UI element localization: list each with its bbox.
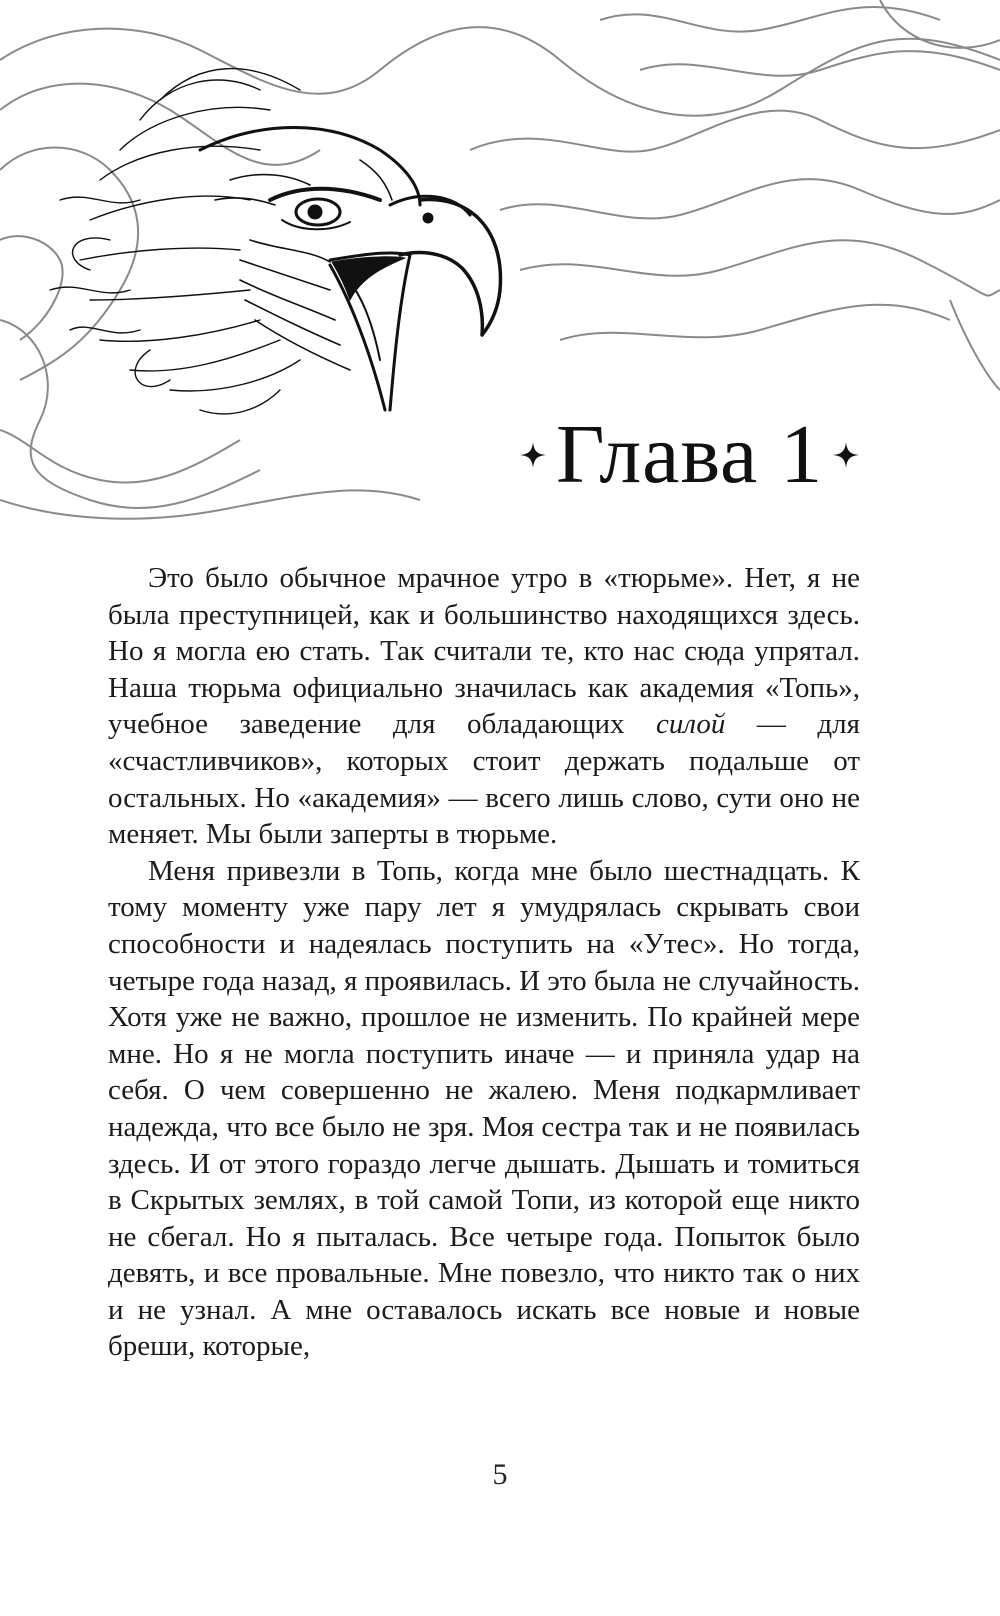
- paragraph-1-emphasis: силой: [656, 708, 726, 741]
- eagle-head-icon: [50, 69, 500, 414]
- chapter-title-text: Глава 1: [556, 408, 824, 501]
- paragraph-1: [108, 560, 860, 853]
- page-number: 5: [492, 1458, 508, 1491]
- paragraph-2: Меня привезли в Топь, когда мне было шестнадцать. К тому моменту уже пару лет я умудрялась скрывать свои способности и надеялась поступить на «Утес». Но тогда, четыре года назад, я проявилась. И это была не случайность. Хотя уже не важно, прошлое не изменить. По крайней мере мне. Но я не могла поступить иначе — и приняла удар на себя. О чем совершенно не жалею. Меня подкармливает надежда, что все было не зря. Моя сестра так и не появилась здесь. И от этого гораздо легче дышать. Дышать и томиться в Скрытых землях, в той самой Топи, из которой еще никто не сбегал. Но я пыталась. Все четыре года. Попыток было девять, и все провальные. Мне повезло, что никто так о них и не узнал. А мне оставалось искать все новые и новые бреши, которые,: [108, 854, 860, 1363]
- sparkle-star-icon: [520, 442, 546, 468]
- chapter-body: [108, 560, 860, 1365]
- paragraph-1-part-b: — для «счастливчиков», которых стоит держать подальше от остальных. Но «академия» — всего лишь слово, сути оно не меняет. Мы были заперты в тюрьме.: [108, 708, 860, 851]
- sparkle-star-icon: [833, 442, 859, 468]
- chapter-heading: [520, 405, 860, 505]
- paragraph-1-part-a: Это было обычное мрачное утро в «тюрьме». Нет, я не была преступницей, как и большинство находящихся здесь. Но я могла ею стать. Так считали те, кто нас сюда упрятал. Наша тюрьма официально значилась как академия «Топь», учебное заведение для обладающих: [108, 562, 860, 741]
